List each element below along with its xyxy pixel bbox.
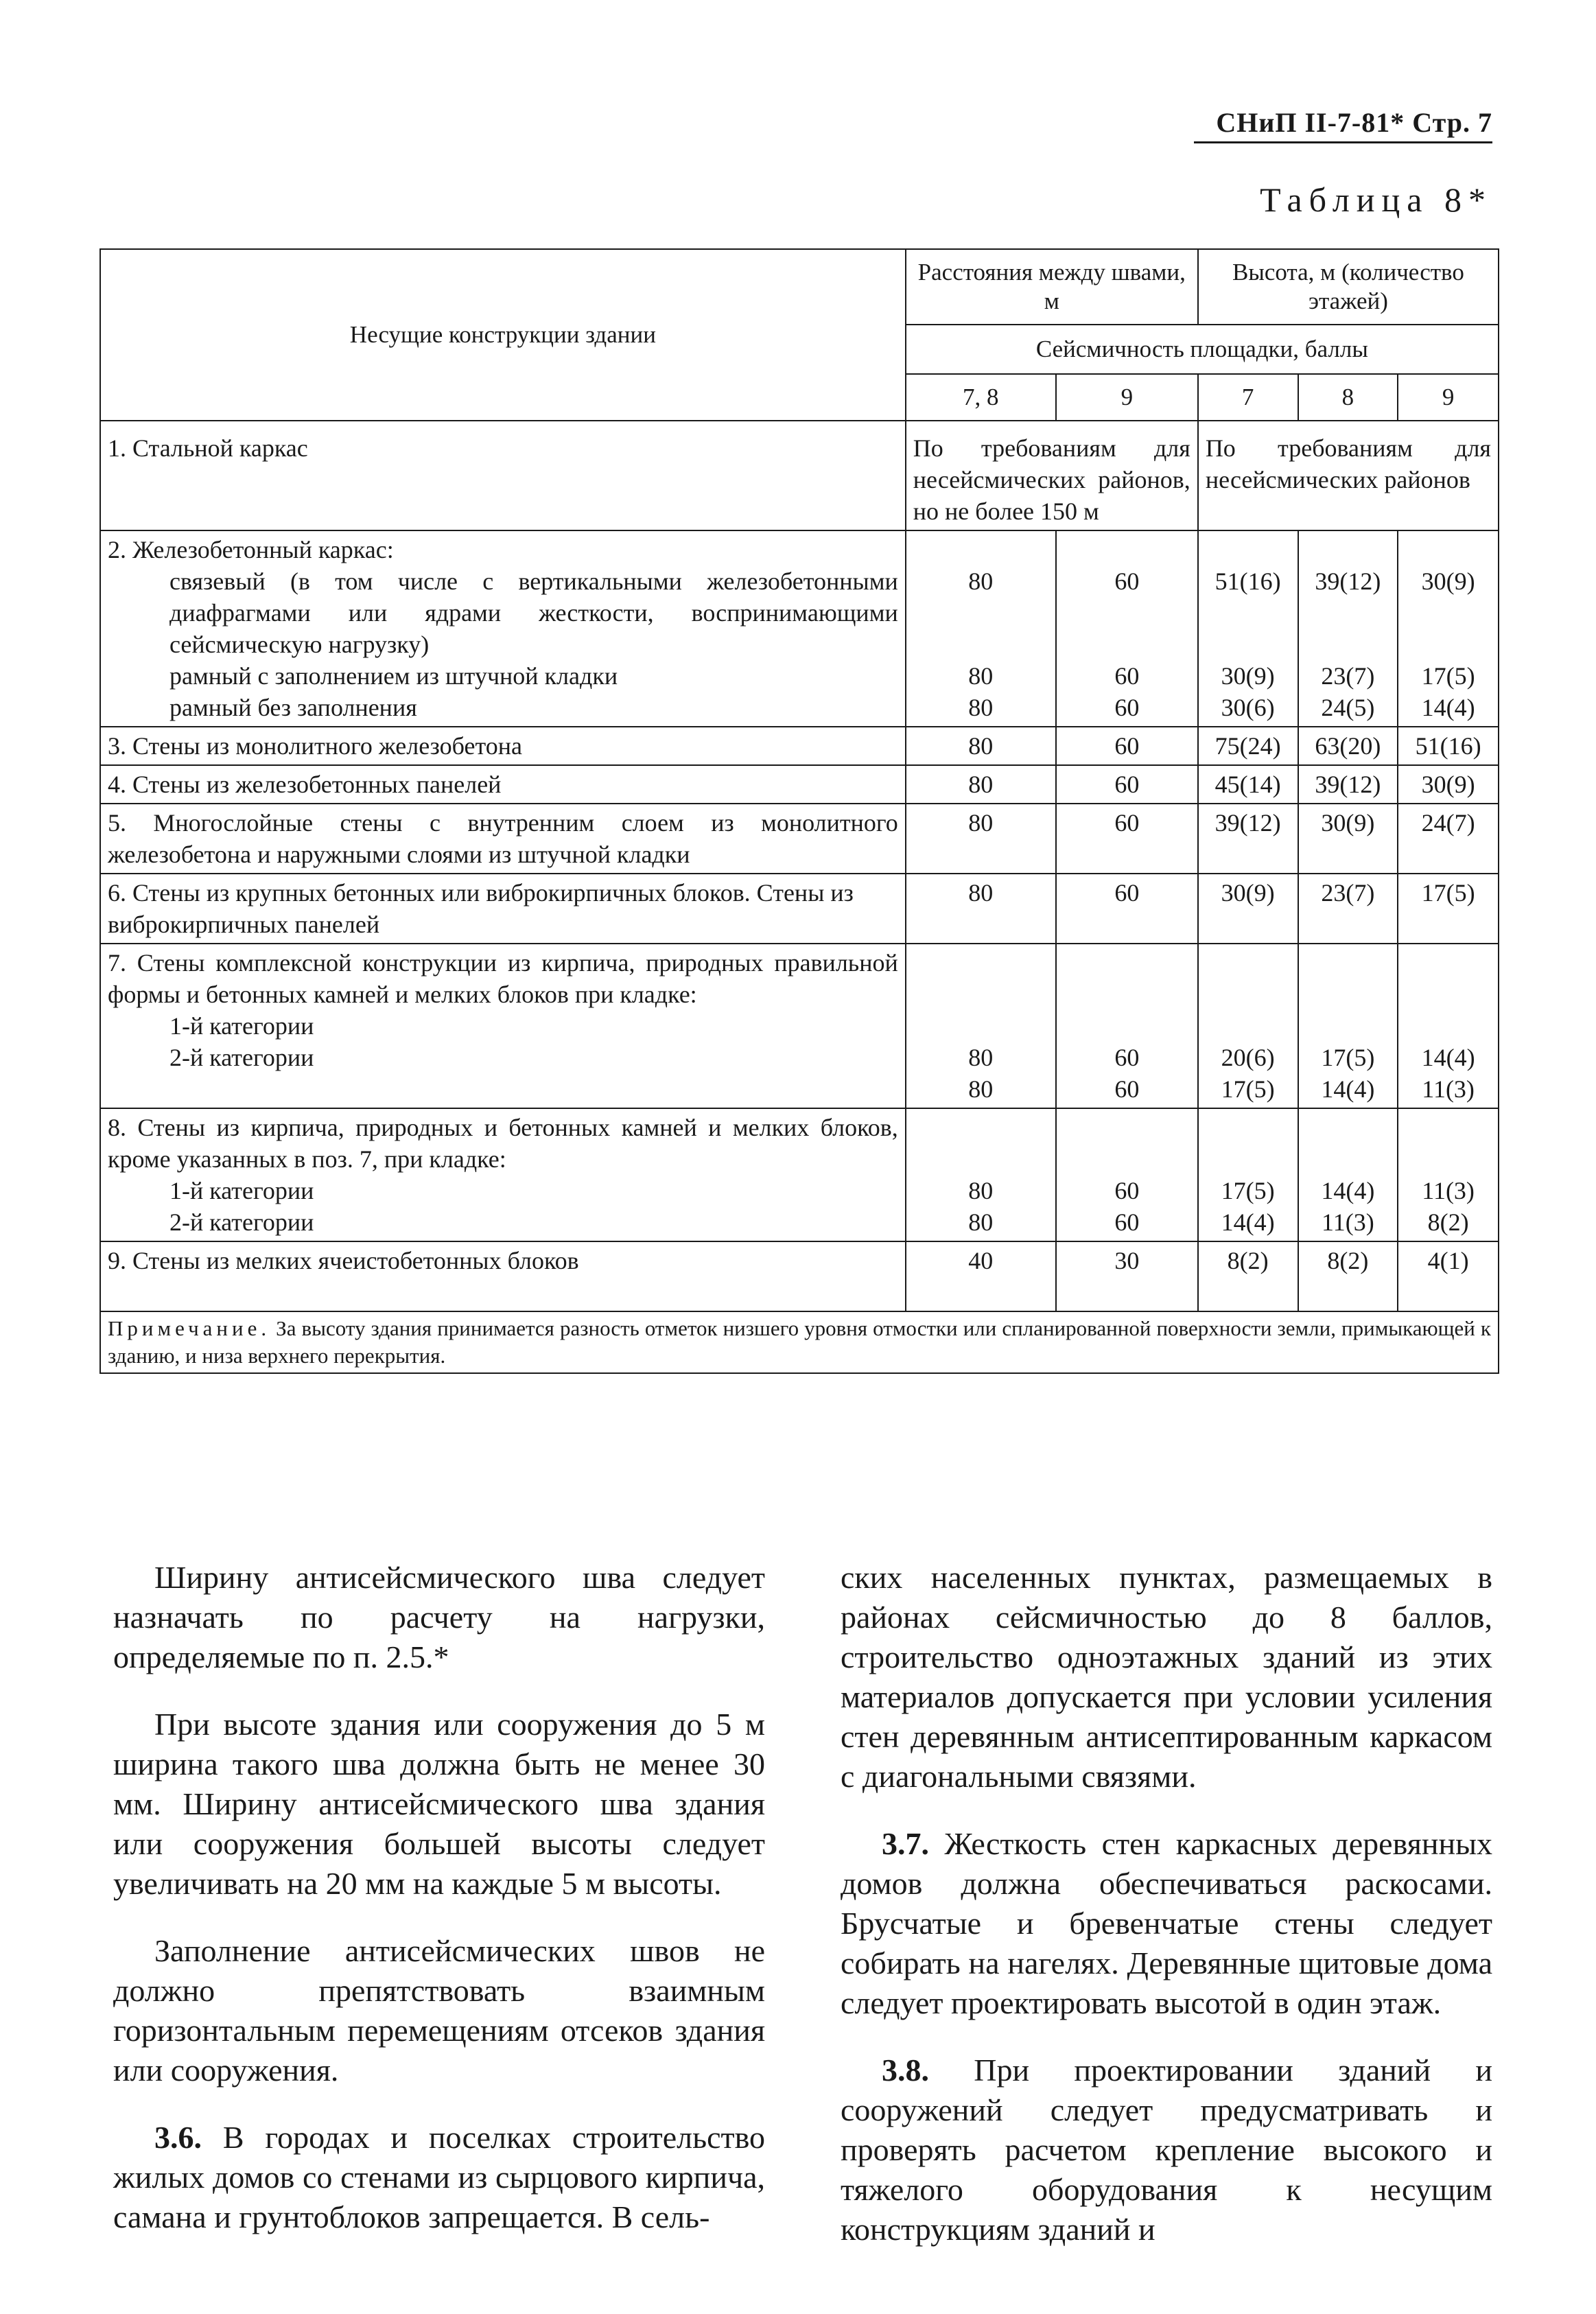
table-row (100, 765, 1499, 804)
row-8b-v2: 60 (1114, 1208, 1140, 1236)
table-note (100, 1311, 1499, 1373)
clause-text: Жесткость стен каркасных деревянных домов должна обеспечиваться раскосами. Брусчатые и бревенчатые стены следует собирать на нагелях. Деревянные щитовые дома следует проектировать высотой в один этаж. (841, 1826, 1492, 2020)
row-7-sub-2: 2-й категории (169, 1044, 314, 1071)
row-7a-v5: 14(4) (1421, 1044, 1475, 1071)
row-2a-v5: 30(9) (1421, 568, 1475, 595)
table-row (100, 944, 1499, 1108)
row-7b-v3: 17(5) (1221, 1075, 1275, 1103)
clause-number: 3.7. (882, 1826, 929, 1861)
row-2a-v3: 51(16) (1214, 568, 1281, 595)
row-8b-v3: 14(4) (1221, 1208, 1275, 1236)
row-2a-v1: 80 (968, 568, 994, 595)
clause-number: 3.8. (882, 2053, 929, 2088)
row-3-v2: 60 (1056, 727, 1198, 765)
paragraph-3-6 (113, 2118, 765, 2237)
header-seismicity: Сейсмичность площадки, баллы (906, 325, 1499, 374)
paragraph: Заполнение антисейсмических швов не должно препятствовать взаимным горизонтальным перемещениям отсеков здания или сооружения. (113, 1933, 765, 2088)
row-4-v1: 80 (906, 765, 1056, 804)
row-8b-v1: 80 (968, 1208, 994, 1236)
table-row (100, 727, 1499, 765)
row-4-v5: 30(9) (1398, 765, 1499, 804)
sub-header-9-distance: 9 (1056, 374, 1198, 421)
table-row (100, 1241, 1499, 1311)
row-8a-v1: 80 (968, 1177, 994, 1204)
page-header: СНиП II-7-81* Стр. 7 (1194, 106, 1492, 143)
table-note-row (100, 1311, 1499, 1373)
row-8-sub-1: 1-й категории (169, 1177, 314, 1204)
paragraph: При высоте здания или сооружения до 5 м ширина такого шва должна быть не менее 30 мм. Ширину антисейсмического шва здания или сооружения большей высоты следует увеличивать на 20 мм на каждые 5 м высоты. (113, 1707, 765, 1901)
row-2b-v4: 23(7) (1321, 662, 1375, 690)
row-9-v3: 8(2) (1198, 1241, 1298, 1311)
row-1-distance: По требованиям для несейсмических районов, но не более 150 м (906, 421, 1198, 530)
row-9-v4: 8(2) (1298, 1241, 1398, 1311)
body-column-left (113, 1558, 765, 2265)
row-8a-v3: 17(5) (1221, 1177, 1275, 1204)
row-2-title: 2. Железобетонный каркас: (108, 536, 394, 563)
row-2c-v4: 24(5) (1321, 694, 1375, 721)
row-1-title: 1. Стальной каркас (100, 421, 906, 530)
paragraph-3-8 (841, 2050, 1492, 2249)
row-7a-v1: 80 (968, 1044, 994, 1071)
row-8-sub-2: 2-й категории (169, 1208, 314, 1236)
clause-text: В городах и поселках строительство жилых домов со стенами из сырцового кирпича, самана и грунтоблоков запрещается. В сель- (113, 2120, 765, 2234)
row-2c-v1: 80 (968, 694, 994, 721)
clause-text: При проектировании зданий и сооружений следует предусматривать и проверять расчетом крепление высокого и тяжелого оборудования к несущим конструкциям зданий и (841, 2053, 1492, 2247)
row-2b-v2: 60 (1114, 662, 1140, 690)
row-8b-v4: 11(3) (1322, 1208, 1374, 1236)
table-caption: Таблица 8* (1260, 180, 1492, 219)
row-5-title: 5. Многослойные стены с внутренним слоем из монолитного железобетона и наружными слоями из штучной кладки (100, 804, 906, 874)
note-label: Примечание. (108, 1316, 271, 1340)
row-9-v1: 40 (906, 1241, 1056, 1311)
row-6-v4: 23(7) (1298, 874, 1398, 944)
paragraph: Ширину антисейсмического шва следует назначать по расчету на нагрузки, определяемые по п. 2.5.* (113, 1560, 765, 1674)
clause-number: 3.6. (154, 2120, 202, 2155)
row-4-v2: 60 (1056, 765, 1198, 804)
row-7b-v2: 60 (1114, 1075, 1140, 1103)
row-7a-v2: 60 (1114, 1044, 1140, 1071)
row-8a-v4: 14(4) (1321, 1177, 1375, 1204)
row-2-sub-2: рамный с заполнением из штучной кладки (169, 662, 618, 690)
sub-header-7-8: 7, 8 (906, 374, 1056, 421)
row-4-v4: 39(12) (1298, 765, 1398, 804)
table-row (100, 804, 1499, 874)
row-2c-v3: 30(6) (1221, 694, 1275, 721)
paragraph-continued: ских населенных пунктах, размещаемых в районах сейсмичностью до 8 баллов, строительство одноэтажных зданий из этих материалов допускается при условии усиления стен деревянным антисептированным каркасом с диагональными связями. (841, 1560, 1492, 1794)
row-7a-v4: 17(5) (1321, 1044, 1375, 1071)
row-7a-v3: 20(6) (1221, 1044, 1275, 1071)
note-text: За высоту здания принимается разность отметок низшего уровня отмостки или спланированной поверхности земли, примыкающей к зданию, и низа верхнего перекрытия. (108, 1316, 1491, 1368)
row-2a-v2: 60 (1114, 568, 1140, 595)
row-3-v4: 63(20) (1298, 727, 1398, 765)
row-8-title: 8. Стены из кирпича, природных и бетонных камней и мелких блоков, кроме указанных в поз. 7, при кладке: (108, 1114, 898, 1173)
row-6-v5: 17(5) (1398, 874, 1499, 944)
row-2-sub-1: связевый (в том числе с вертикальными железобетонными диафрагмами или ядрами жесткости, воспринимающими сейсмическую нагрузку) (169, 568, 898, 658)
row-5-v5: 24(7) (1398, 804, 1499, 874)
row-7-title: 7. Стены комплексной конструкции из кирпича, природных правильной формы и бетонных камней и мелких блоков при кладке: (108, 949, 898, 1008)
table-row (100, 530, 1499, 727)
sub-header-7: 7 (1198, 374, 1298, 421)
row-5-v2: 60 (1056, 804, 1198, 874)
row-2c-v2: 60 (1114, 694, 1140, 721)
sub-header-9-height: 9 (1398, 374, 1499, 421)
header-distance: Расстояния между швами, м (906, 249, 1198, 325)
row-7b-v1: 80 (968, 1075, 994, 1103)
row-7-sub-1: 1-й категории (169, 1012, 314, 1040)
row-6-v1: 80 (906, 874, 1056, 944)
table-header-row (100, 249, 1499, 325)
row-7b-v4: 14(4) (1321, 1075, 1375, 1103)
row-6-v2: 60 (1056, 874, 1198, 944)
row-5-v3: 39(12) (1198, 804, 1298, 874)
row-1-height: По требованиям для несейсмических районов (1198, 421, 1499, 530)
row-8a-v2: 60 (1114, 1177, 1140, 1204)
row-2-sub-3: рамный без заполнения (169, 694, 417, 721)
row-3-v1: 80 (906, 727, 1056, 765)
row-3-v3: 75(24) (1198, 727, 1298, 765)
row-5-v4: 30(9) (1298, 804, 1398, 874)
row-2b-v3: 30(9) (1221, 662, 1275, 690)
row-3-title: 3. Стены из монолитного железобетона (100, 727, 906, 765)
row-9-title: 9. Стены из мелких ячеистобетонных блоков (100, 1241, 906, 1311)
row-2b-v5: 17(5) (1421, 662, 1475, 690)
row-6-v3: 30(9) (1198, 874, 1298, 944)
table-row (100, 1108, 1499, 1241)
row-4-title: 4. Стены из железобетонных панелей (100, 765, 906, 804)
header-constructions: Несущие конструкции здании (100, 249, 906, 421)
sub-header-8: 8 (1298, 374, 1398, 421)
row-3-v5: 51(16) (1398, 727, 1499, 765)
row-8a-v5: 11(3) (1422, 1177, 1475, 1204)
seismic-joints-table (99, 248, 1499, 1374)
body-column-right (841, 1558, 1492, 2277)
row-2a-v4: 39(12) (1315, 568, 1381, 595)
row-6-title: 6. Стены из крупных бетонных или виброкирпичных блоков. Стены из виброкирпичных панелей (100, 874, 906, 944)
row-5-v1: 80 (906, 804, 1056, 874)
paragraph-3-7 (841, 1824, 1492, 2023)
header-height: Высота, м (количество этажей) (1198, 249, 1499, 325)
row-9-v2: 30 (1056, 1241, 1198, 1311)
row-2b-v1: 80 (968, 662, 994, 690)
table-row (100, 874, 1499, 944)
row-7b-v5: 11(3) (1422, 1075, 1475, 1103)
table-row (100, 421, 1499, 530)
row-4-v3: 45(14) (1198, 765, 1298, 804)
row-9-v5: 4(1) (1398, 1241, 1499, 1311)
row-2c-v5: 14(4) (1421, 694, 1475, 721)
row-8b-v5: 8(2) (1427, 1208, 1469, 1236)
